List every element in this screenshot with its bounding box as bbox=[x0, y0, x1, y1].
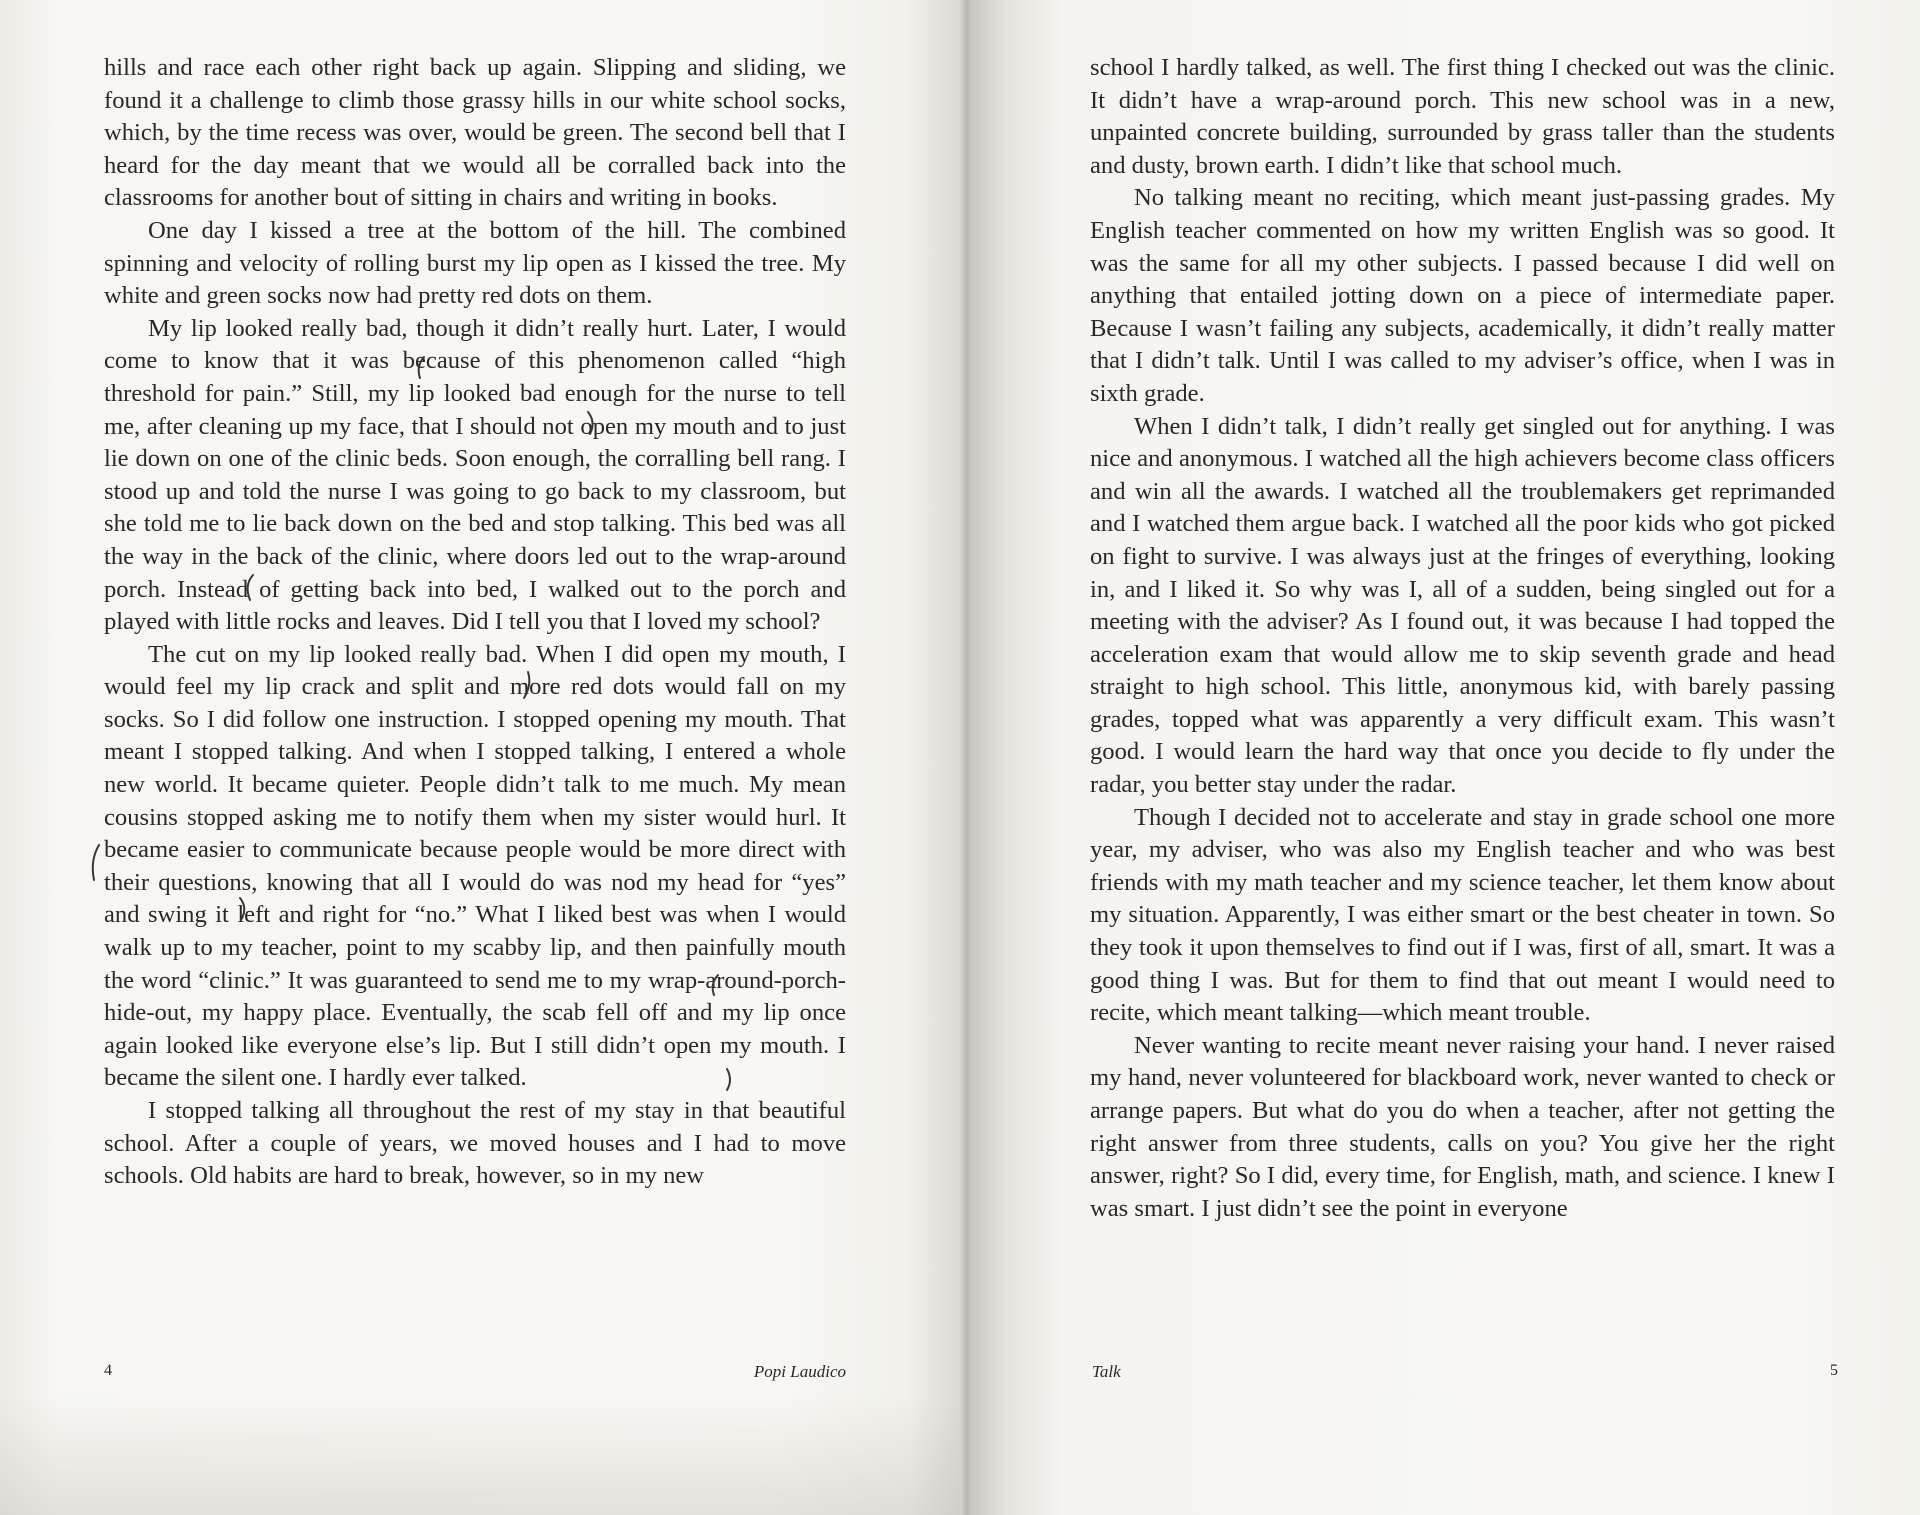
paragraph: school I hardly talked, as well. The first thing I checked out was the clinic. It didn’t have a wrap-around porch. This new school was in a new, unpainted concrete building, surrounded by grass taller than the students and dusty, brown earth. I didn’t like that school much. bbox=[1090, 54, 1835, 179]
paragraph: I stopped talking all throughout the rest of my stay in that beautiful school. After a couple of years, we moved houses and I had to move schools. Old habits are hard to break, however, so in my new bbox=[104, 1097, 846, 1190]
paragraph: My lip looked really bad, though it didn’t really hurt. Later, I would come to know that it was because of this phenomenon called “high threshold for pain.” Still, my lip looked bad enough for the nurse to tell me, after cleaning up my face, that I should not open my mouth and to just lie down on one of the clinic beds. Soon enough, the corralling bell rang. I stood up and told the nurse I was going to go back to my classroom, but she told me to lie back down on the bed and stop talking. This bed was all the way in the back of the clinic, where doors led out to the wrap-around porch. Instead of getting back into bed, I walked out to the porch and played with little rocks and leaves. Did I tell you that I loved my school? bbox=[104, 314, 846, 636]
page-smudge bbox=[0, 1395, 966, 1515]
running-head-author: Popi Laudico bbox=[753, 1362, 846, 1381]
right-page-text bbox=[1090, 52, 1835, 1225]
left-page-text bbox=[104, 52, 846, 1193]
paragraph: hills and race each other right back up again. Slipping and sliding, we found it a challenge to climb those grassy hills in our white school socks, which, by the time recess was over, would be green. The second bell that I heard for the day meant that we would all be corralled back into the classrooms for another bout of sitting in chairs and writing in books. bbox=[104, 54, 846, 212]
page-number: 5 bbox=[1830, 1362, 1838, 1379]
paragraph: When I didn’t talk, I didn’t really get singled out for anything. I was nice and anonymous. I watched all the high achievers become class officers and win all the awards. I watched all the troublemakers get reprimanded and I watched them argue back. I watched all the poor kids who got picked on fight to survive. I was always just at the fringes of everything, looking in, and I liked it. So why was I, all of a sudden, being singled out for a meeting with the adviser? As I found out, it was because I had topped the acceleration exam that would allow me to skip seventh grade and head straight to high school. This little, anonymous kid, with barely passing grades, topped what was apparently a very difficult exam. This wasn’t good. I would learn the hard way that once you decide to fly under the radar, you better stay under the radar. bbox=[1090, 412, 1835, 799]
paragraph: The cut on my lip looked really bad. When I did open my mouth, I would feel my lip crack and split and more red dots would fall on my socks. So I did follow one instruction. I stopped opening my mouth. That meant I stopped talking. And when I stopped talking, I entered a whole new world. It became quieter. People didn’t talk to me much. My mean cousins stopped asking me to notify them when my sister would hurl. It became easier to communicate because people would be more direct with their questions, knowing that all I would do was nod my head for “yes” and swing it left and right for “no.” What I liked best was when I would walk up to my teacher, point to my scabby lip, and then painfully mouth the word “clinic.” It was guaranteed to send me to my wrap-around-porch-hide-out, my happy place. Eventually, the scab fell off and my lip once again looked like everyone else’s lip. But I still didn’t open my mouth. I became the silent one. I hardly ever talked. bbox=[104, 640, 846, 1092]
page-number: 4 bbox=[104, 1362, 112, 1379]
right-page bbox=[970, 0, 1920, 1515]
paragraph: Though I decided not to accelerate and stay in grade school one more year, my adviser, who was also my English teacher and who was best friends with my math teacher and my science teacher, let them know about my situation. Apparently, I was either smart or the best cheater in town. So they took it upon themselves to find out if I was, first of all, smart. It was a good thing I was. But for them to find that out meant I would need to recite, which meant talking—which meant trouble. bbox=[1090, 803, 1835, 1027]
paragraph: Never wanting to recite meant never raising your hand. I never raised my hand, never volunteered for blackboard work, never wanted to check or arrange papers. But what do you do when a teacher, after not getting the right answer from three students, calls on you? You give her the right answer, right? So I did, every time, for English, math, and science. I knew I was smart. I just didn’t see the point in everyone bbox=[1090, 1031, 1835, 1222]
paragraph: No talking meant no reciting, which meant just-passing grades. My English teacher commented on how my written English was so good. It was the same for all my other subjects. I passed because I did well on anything that entailed jotting down on a piece of intermediate paper. Because I wasn’t failing any subjects, academically, it didn’t really matter that I didn’t talk. Until I was called to my adviser’s office, when I was in sixth grade. bbox=[1090, 184, 1835, 407]
bracket-mark bbox=[93, 845, 99, 880]
paragraph: One day I kissed a tree at the bottom of the hill. The combined spinning and velocity of rolling burst my lip open as I kissed the tree. My white and green socks now had pretty red dots on them. bbox=[104, 216, 846, 310]
running-head-title: Talk bbox=[1092, 1362, 1121, 1381]
